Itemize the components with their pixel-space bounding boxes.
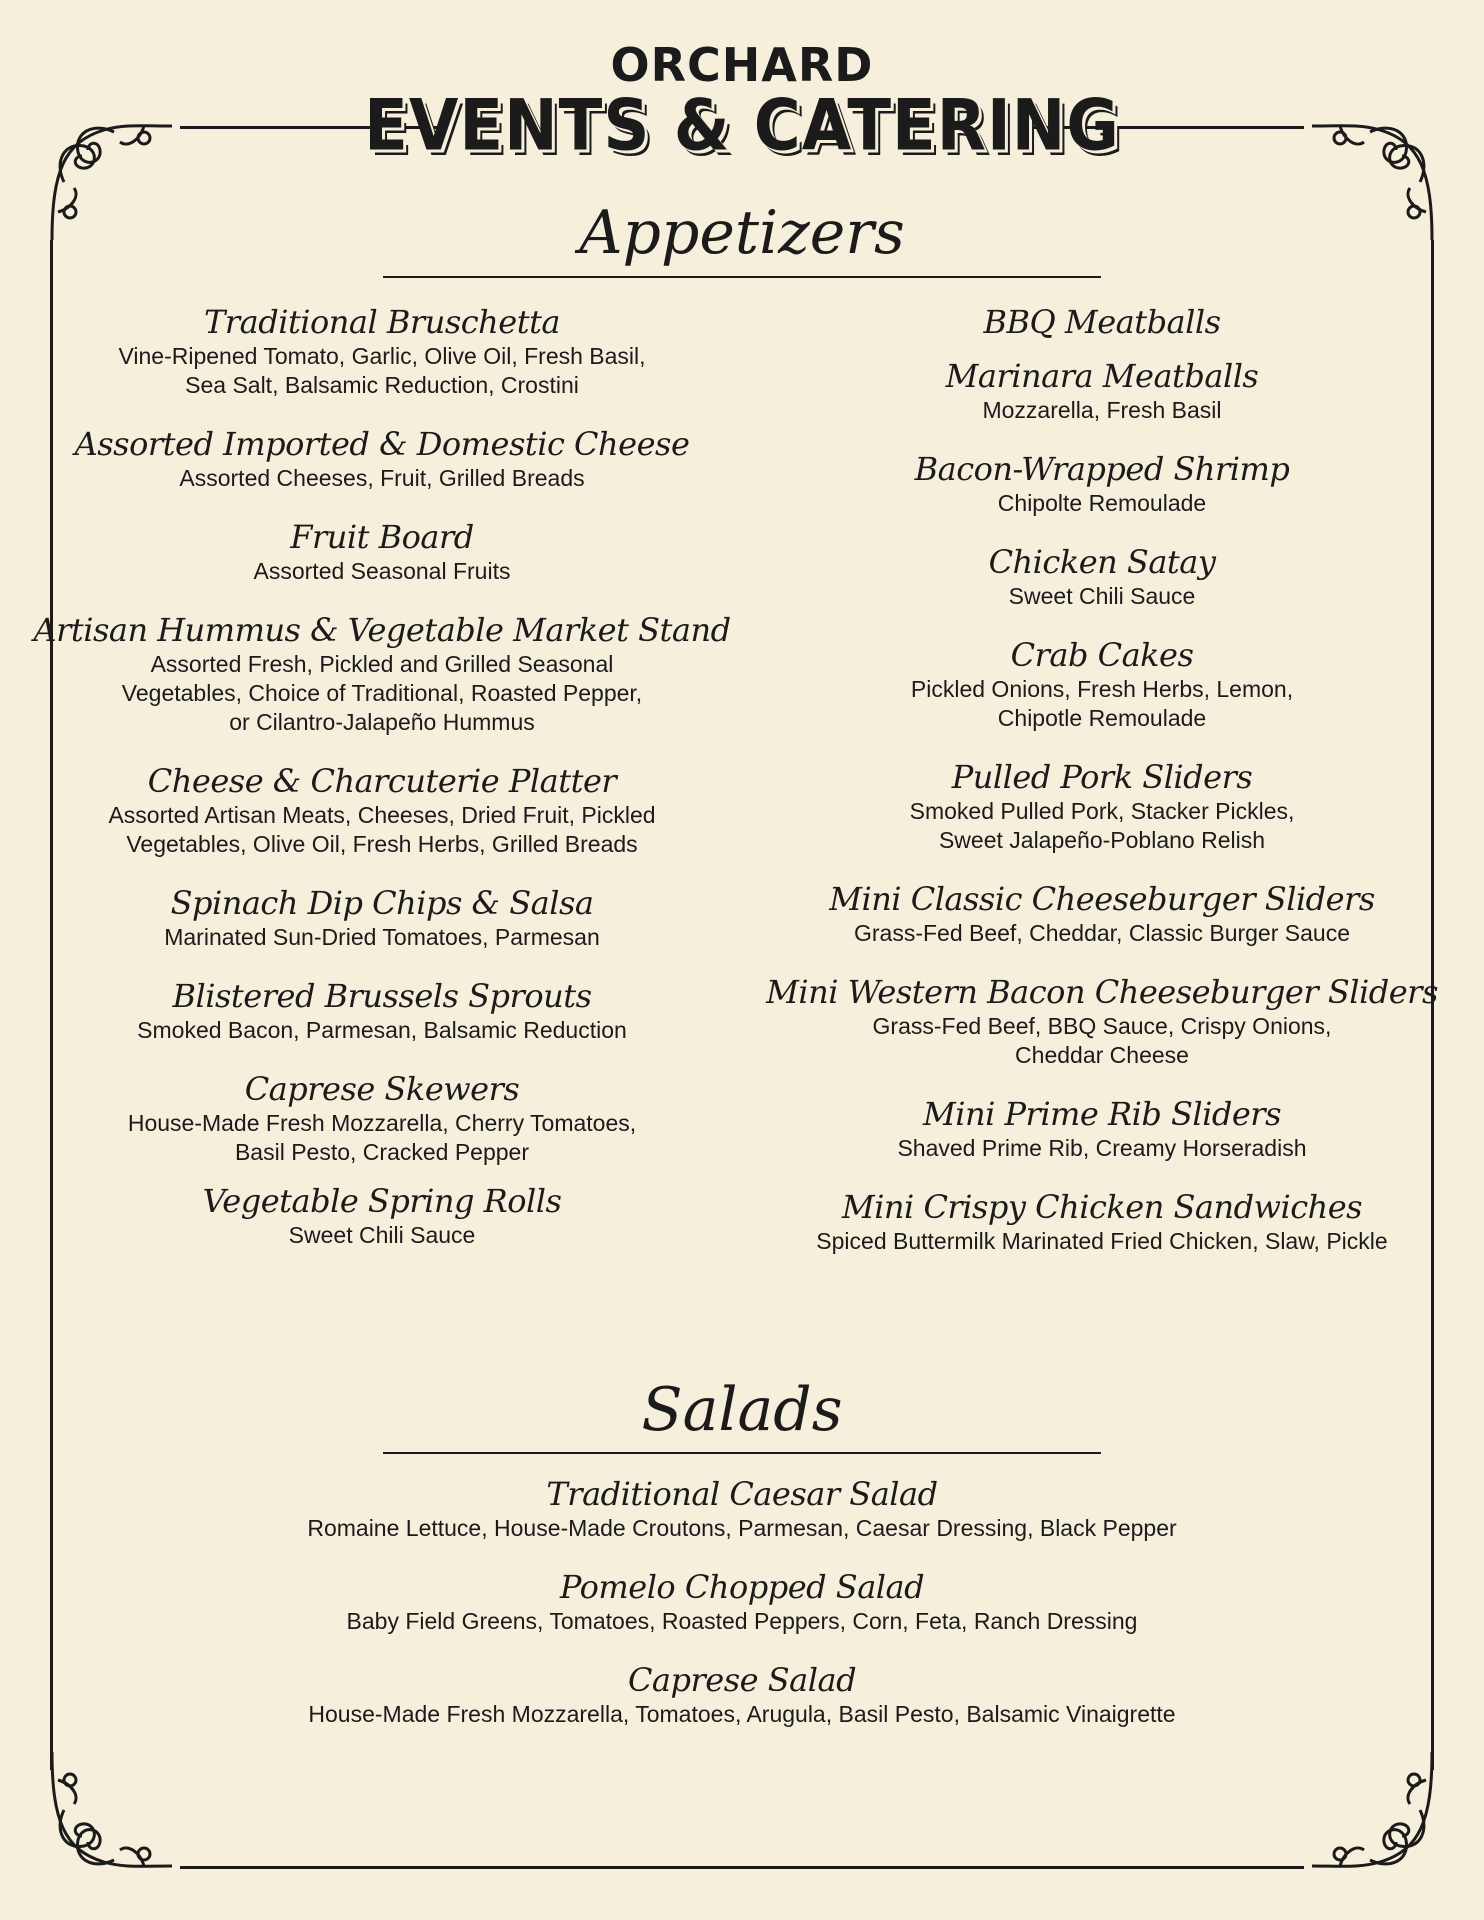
menu-item xyxy=(22,976,742,1045)
salads-list xyxy=(0,1474,1484,1753)
logo-events-catering-text: EVENTS & CATERING xyxy=(364,85,1120,167)
menu-item xyxy=(22,1069,742,1167)
brand-logo xyxy=(0,38,1484,167)
menu-item-name: Mini Classic Cheeseburger Sliders xyxy=(829,880,1375,918)
menu-item-name: Blistered Brussels Sprouts xyxy=(172,977,592,1015)
menu-item-name: Traditional Caesar Salad xyxy=(546,1475,938,1513)
menu-item xyxy=(0,1567,1484,1636)
menu-item-description: Assorted Cheeses, Fruit, Grilled Breads xyxy=(179,465,585,491)
menu-item xyxy=(742,972,1462,1070)
menu-item-description: Vine-Ripened Tomato, Garlic, Olive Oil, Fresh Basil, Sea Salt, Balsamic Reduction, Crostini xyxy=(118,343,646,398)
menu-item-name: Spinach Dip Chips & Salsa xyxy=(170,884,594,922)
menu-item-name: Vegetable Spring Rolls xyxy=(202,1182,562,1220)
menu-item xyxy=(742,879,1462,948)
menu-item-name: Caprese Salad xyxy=(627,1661,857,1699)
menu-item-name: Caprese Skewers xyxy=(244,1070,520,1108)
menu-item-description: Spiced Buttermilk Marinated Fried Chicken, Slaw, Pickle xyxy=(816,1228,1388,1254)
menu-item-description: Sweet Chili Sauce xyxy=(1008,583,1196,609)
menu-item xyxy=(0,1660,1484,1729)
logo-orchard-text: ORCHARD xyxy=(610,38,874,92)
menu-item-name: Traditional Bruschetta xyxy=(204,303,560,341)
menu-item-name: BBQ Meatballs xyxy=(983,303,1221,341)
menu-item xyxy=(742,757,1462,855)
menu-item xyxy=(22,302,742,400)
appetizers-right-column xyxy=(742,302,1462,1280)
corner-ornament-bottom-left-icon xyxy=(44,1750,174,1880)
menu-item xyxy=(22,424,742,493)
menu-item-name: Mini Crispy Chicken Sandwiches xyxy=(841,1188,1363,1226)
menu-item xyxy=(742,356,1462,425)
menu-item-name: Cheese & Charcuterie Platter xyxy=(147,762,617,800)
menu-item xyxy=(742,635,1462,733)
salads-divider xyxy=(383,1452,1101,1454)
menu-item-description: Assorted Seasonal Fruits xyxy=(253,558,511,584)
frame-bottom-line xyxy=(180,1866,1304,1869)
menu-item xyxy=(22,1181,742,1250)
menu-item-name: Fruit Board xyxy=(290,518,474,556)
menu-item-name: Pulled Pork Sliders xyxy=(951,758,1253,796)
menu-item xyxy=(742,542,1462,611)
menu-item xyxy=(22,761,742,859)
menu-item xyxy=(0,1474,1484,1543)
menu-item-description: Sweet Chili Sauce xyxy=(288,1222,476,1248)
appetizers-left-column xyxy=(22,302,742,1274)
menu-item-name: Mini Western Bacon Cheeseburger Sliders xyxy=(766,973,1438,1011)
menu-item xyxy=(742,1094,1462,1163)
menu-item-description: Shaved Prime Rib, Creamy Horseradish xyxy=(897,1135,1307,1161)
appetizers-title: Appetizers xyxy=(579,198,905,268)
menu-item-description: Chipolte Remoulade xyxy=(997,490,1207,516)
menu-item-description: Smoked Pulled Pork, Stacker Pickles, Sweet Jalapeño-Poblano Relish xyxy=(909,798,1295,853)
menu-item xyxy=(742,302,1462,342)
menu-item-name: Bacon-Wrapped Shrimp xyxy=(914,450,1290,488)
menu-item-name: Marinara Meatballs xyxy=(945,357,1259,395)
appetizers-divider xyxy=(383,276,1101,278)
menu-item xyxy=(742,1187,1462,1256)
menu-item-description: Grass-Fed Beef, BBQ Sauce, Crispy Onions, Cheddar Cheese xyxy=(872,1013,1332,1068)
menu-item-description: Marinated Sun-Dried Tomatoes, Parmesan xyxy=(164,924,600,950)
menu-item-name: Artisan Hummus & Vegetable Market Stand xyxy=(33,611,731,649)
menu-item-description: Baby Field Greens, Tomatoes, Roasted Peppers, Corn, Feta, Ranch Dressing xyxy=(346,1608,1138,1634)
menu-item-name: Mini Prime Rib Sliders xyxy=(922,1095,1282,1133)
menu-item-description: House-Made Fresh Mozzarella, Cherry Tomatoes, Basil Pesto, Cracked Pepper xyxy=(127,1110,637,1165)
corner-ornament-bottom-right-icon xyxy=(1310,1750,1440,1880)
menu-item-name: Assorted Imported & Domestic Cheese xyxy=(74,425,690,463)
salads-title: Salads xyxy=(641,1375,843,1445)
menu-item xyxy=(22,517,742,586)
menu-item-description: Smoked Bacon, Parmesan, Balsamic Reduction xyxy=(137,1017,627,1043)
menu-item-description: House-Made Fresh Mozzarella, Tomatoes, Arugula, Basil Pesto, Balsamic Vinaigrette xyxy=(308,1701,1176,1727)
menu-item-description: Assorted Fresh, Pickled and Grilled Seasonal Vegetables, Choice of Traditional, Roasted Pepper, or Cilantro-Jalapeño Hummus xyxy=(121,651,643,735)
menu-item-description: Grass-Fed Beef, Cheddar, Classic Burger Sauce xyxy=(853,920,1350,946)
menu-item-name: Crab Cakes xyxy=(1010,636,1194,674)
menu-item-description: Pickled Onions, Fresh Herbs, Lemon, Chipotle Remoulade xyxy=(910,676,1294,731)
menu-item-description: Mozzarella, Fresh Basil xyxy=(982,397,1222,423)
menu-item-name: Pomelo Chopped Salad xyxy=(559,1568,925,1606)
menu-item xyxy=(22,883,742,952)
menu-item xyxy=(742,449,1462,518)
menu-item-name: Chicken Satay xyxy=(988,543,1216,581)
menu-item-description: Romaine Lettuce, House-Made Croutons, Parmesan, Caesar Dressing, Black Pepper xyxy=(307,1515,1177,1541)
menu-item-description: Assorted Artisan Meats, Cheeses, Dried Fruit, Pickled Vegetables, Olive Oil, Fresh Herbs, Grilled Breads xyxy=(108,802,656,857)
menu-item xyxy=(22,610,742,737)
